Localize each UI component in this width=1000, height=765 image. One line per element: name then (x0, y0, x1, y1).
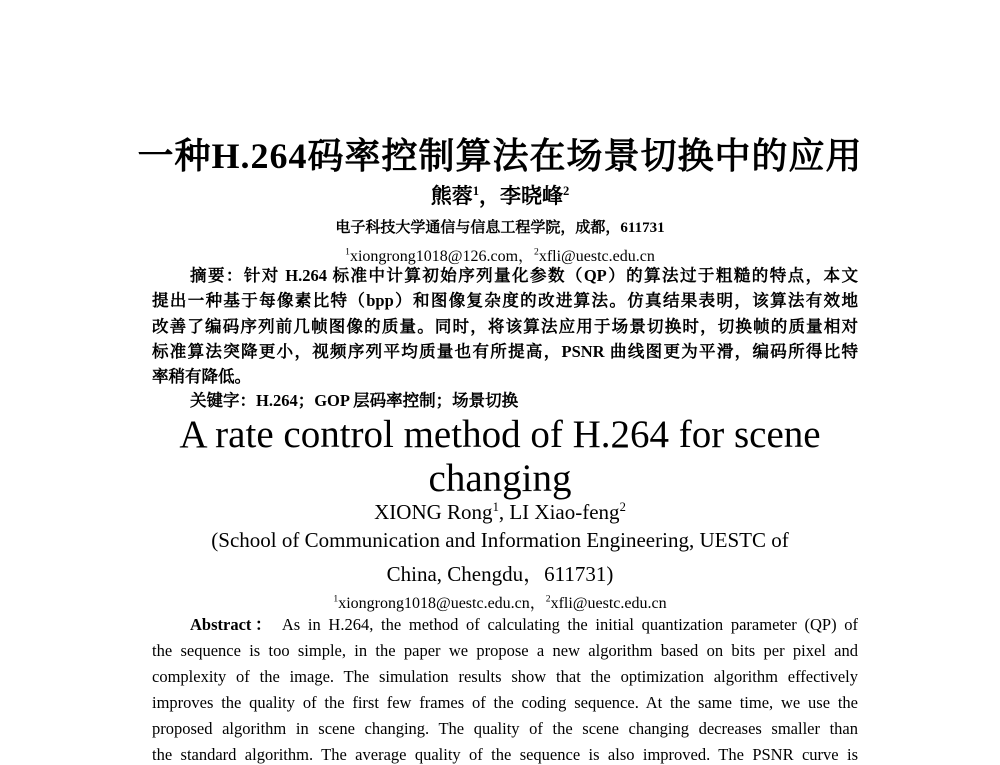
separator: ， (479, 184, 500, 208)
chinese-title: 一种H.264码率控制算法在场景切换中的应用 (137, 136, 863, 176)
chinese-abstract-line: 改善了编码序列前几帧图像的质量。同时，将该算法应用于场景切换时，切换帧的质量相对 (152, 317, 858, 336)
english-abstract-line: complexity of the image. The simulation results show that the optimization algorithm effectively (152, 667, 858, 686)
abstract-label: Abstract： (190, 615, 276, 634)
email: xfli@uestc.edu.cn (538, 248, 655, 265)
english-abstract-line: the standard algorithm. The average quality of the sequence is also improved. The PSNR curve is (152, 745, 858, 764)
english-abstract-line: improves the quality of the first few frames of the coding sequence. At the same time, we use the (152, 693, 858, 712)
chinese-abstract-line: 提出一种基于每像素比特（bpp）和图像复杂度的改进算法。仿真结果表明，该算法有效地 (152, 291, 858, 310)
chinese-emails (0, 243, 1000, 266)
abstract-text: 针对 H.264 标准中计算初始序列量化参数（QP）的算法过于粗糙的特点，本文 (243, 266, 859, 285)
author-superscript: 1 (492, 500, 499, 514)
keywords-text: H.264；GOP 层码率控制；场景切换 (256, 391, 519, 410)
author-name: XIONG Rong (374, 500, 493, 524)
english-title-line: changing (428, 457, 572, 500)
english-emails (0, 590, 1000, 613)
author-name: 李晓峰 (500, 184, 563, 208)
chinese-abstract-line: 率稍有降低。 (152, 367, 251, 386)
author-superscript: 1 (472, 184, 479, 198)
email: xiongrong1018@126.com， (349, 248, 535, 265)
author-superscript: 2 (619, 500, 626, 514)
chinese-affiliation: 电子科技大学通信与信息工程学院，成都，611731 (335, 220, 665, 236)
english-authors (0, 500, 1000, 525)
chinese-abstract-line: 标准算法突降更小，视频序列平均质量也有所提高，PSNR 曲线图更为平滑，编码所得比特 (152, 342, 858, 361)
english-title-line: A rate control method of H.264 for scene (179, 413, 821, 456)
chinese-authors (0, 180, 1000, 210)
chinese-keywords (190, 391, 518, 411)
separator: , (498, 500, 510, 524)
keywords-label: 关键字： (190, 391, 256, 410)
author-name: 熊蓉 (430, 184, 473, 208)
author-name: LI Xiao-feng (509, 500, 620, 524)
email-superscript: 1 (345, 246, 350, 258)
english-abstract-line: the sequence is too simple, in the paper we propose a new algorithm based on bits per pixel and (152, 641, 858, 660)
email-superscript: 2 (545, 593, 551, 605)
email: xfli@uestc.edu.cn (550, 595, 667, 612)
abstract-label: 摘要： (190, 266, 244, 285)
email: xiongrong1018@uestc.edu.cn， (338, 595, 546, 612)
english-abstract-line (190, 615, 858, 635)
english-abstract-line: proposed algorithm in scene changing. The quality of the scene changing decreases smaller than (152, 719, 858, 738)
author-superscript: 2 (563, 184, 570, 198)
english-affiliation-line: (School of Communication and Information Engineering, UESTC of (211, 528, 789, 552)
abstract-text: As in H.264, the method of calculating the initial quantization parameter (QP) of (281, 615, 859, 634)
chinese-abstract-line (190, 266, 858, 286)
email-superscript: 1 (333, 593, 339, 605)
english-affiliation-line: China, Chengdu，611731) (386, 562, 614, 586)
email-superscript: 2 (534, 246, 539, 258)
